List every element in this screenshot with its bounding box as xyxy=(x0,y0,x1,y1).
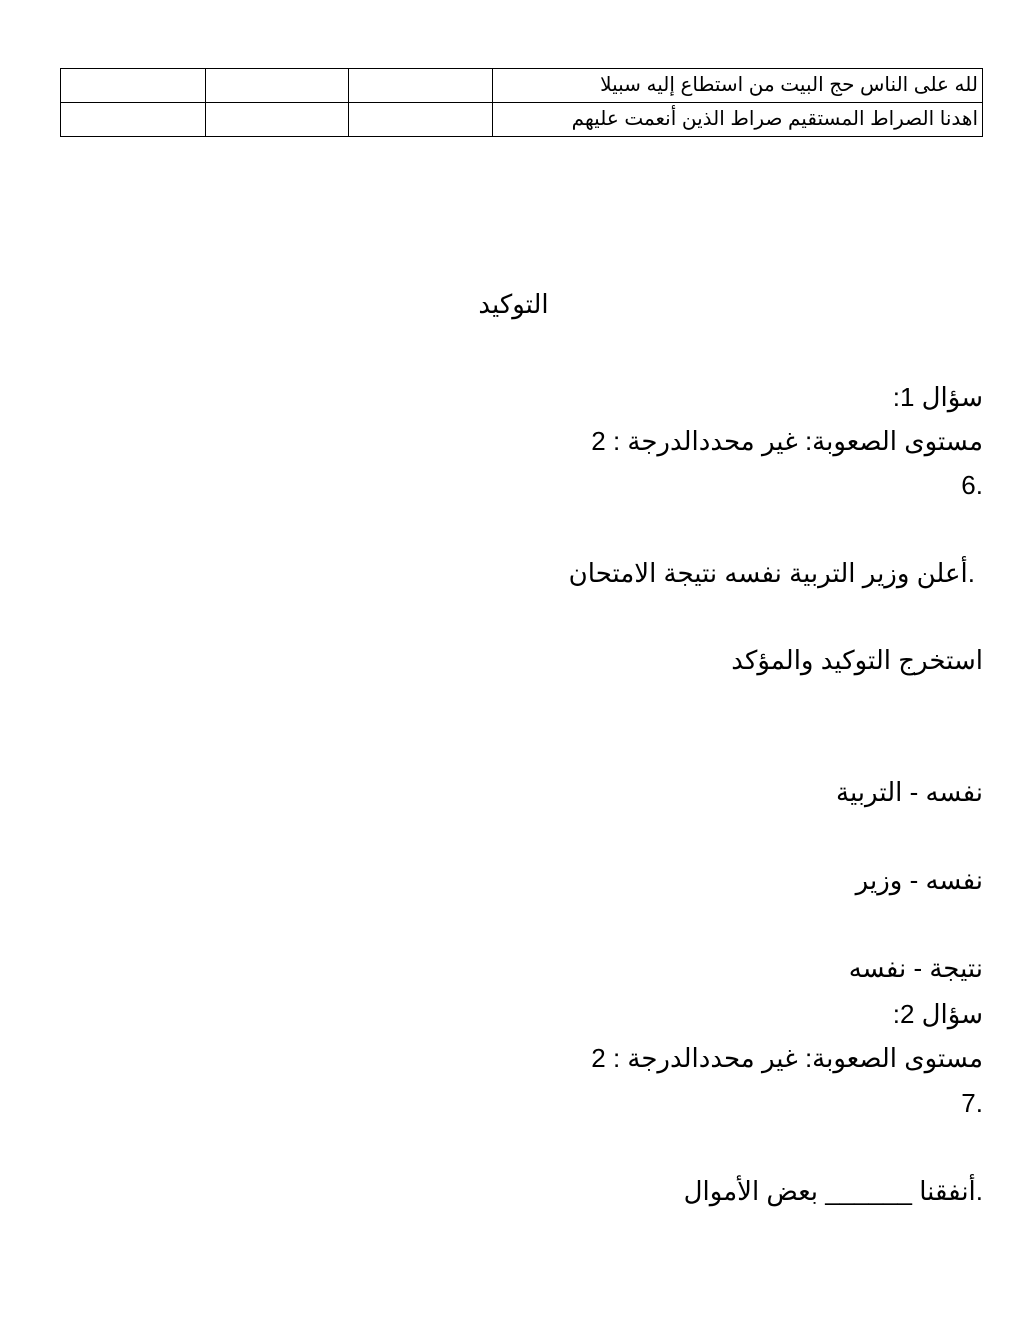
section-title: التوكيد xyxy=(478,289,549,319)
table-cell-empty xyxy=(349,69,493,103)
table-row xyxy=(61,103,983,137)
table-cell-verse: لله على الناس حج البيت من استطاع إليه سبيلا xyxy=(492,69,982,103)
question-1-label: سؤال 1: xyxy=(892,382,983,412)
table-cell-verse: اهدنا الصراط المستقيم صراط الذين أنعمت عليهم xyxy=(492,103,982,137)
question-2-sentence: .أنفقنا ______ بعض الأموال xyxy=(683,1176,983,1206)
question-1-number: .6 xyxy=(961,470,983,500)
table-cell-empty xyxy=(205,103,349,137)
answer-option: نفسه - التربية xyxy=(836,777,983,807)
question-2-number: .7 xyxy=(961,1088,983,1118)
answer-option: نفسه - وزير xyxy=(855,865,983,895)
verses-table xyxy=(60,68,983,137)
question-2-label: سؤال 2: xyxy=(892,999,983,1029)
question-1-difficulty: مستوى الصعوبة: غير محددالدرجة : 2 xyxy=(591,426,983,456)
table-cell-empty xyxy=(61,69,206,103)
answer-option: نتيجة - نفسه xyxy=(848,953,983,983)
table-cell-empty xyxy=(349,103,493,137)
table-row xyxy=(61,69,983,103)
question-1-instruction: استخرج التوكيد والمؤكد xyxy=(731,645,983,675)
question-2-difficulty: مستوى الصعوبة: غير محددالدرجة : 2 xyxy=(591,1043,983,1073)
question-1-sentence: .أعلن وزير التربية نفسه نتيجة الامتحان xyxy=(568,558,975,588)
table-cell-empty xyxy=(205,69,349,103)
table-cell-empty xyxy=(61,103,206,137)
